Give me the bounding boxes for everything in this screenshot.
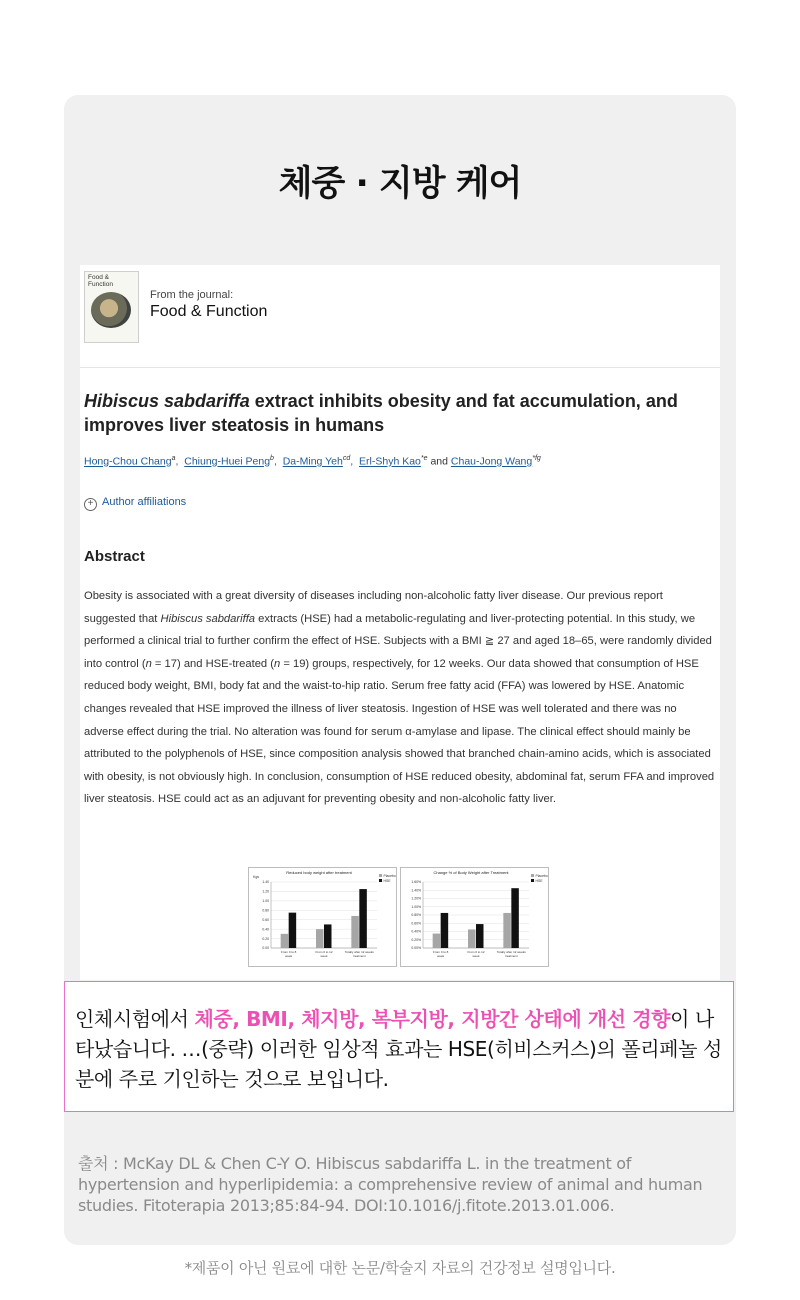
callout-post: 이 나타났습니다. …(중략) 이러한 임상적 효과는 HSE(히비스커스)의 폴리페놀 성분에 주로 기인하는 것으로 보입니다. xyxy=(75,1007,722,1091)
bar-hse xyxy=(511,888,518,948)
bar-placebo xyxy=(503,913,511,948)
x-tick-label: week xyxy=(285,954,293,958)
x-tick-label: treatment xyxy=(504,954,518,958)
y-tick-label: 1.40 xyxy=(262,880,269,885)
x-tick-label: Totally after 12 weeks xyxy=(496,950,526,954)
y-tick-label: 0.40 xyxy=(262,927,269,932)
y-tick-label: 1.60% xyxy=(411,880,421,885)
author-sup: cd xyxy=(342,455,351,462)
legend-swatch xyxy=(531,874,534,877)
affiliations-label: Author affiliations xyxy=(102,496,187,508)
bar-placebo xyxy=(468,929,476,948)
source-citation: 출처 : McKay DL & Chen C-Y O. Hibiscus sabdariffa L. in the treatment of hypertension and hyperlipidemia: a comprehensive review of animal and human studies. Fitoterapia 2013;85:84-94. DOI:10.1016/j.fitote.2013.01.006. xyxy=(78,1154,703,1215)
callout-text xyxy=(75,1004,730,1094)
x-tick-label: treatment xyxy=(352,954,366,958)
legend-label: Placebo xyxy=(383,874,396,878)
chart-change-percent-body-weight xyxy=(400,867,549,967)
author-sup: *e xyxy=(420,455,428,462)
y-axis-label: Kgs xyxy=(253,875,260,879)
x-tick-label: week xyxy=(437,954,445,958)
paper-title xyxy=(84,389,704,437)
bar-placebo xyxy=(433,934,441,948)
abstract-heading: Abstract xyxy=(84,548,145,565)
bar-hse xyxy=(441,913,449,948)
legend-swatch xyxy=(531,879,534,882)
page-title: 체중 · 지방 케어 xyxy=(278,164,522,204)
bar-placebo xyxy=(281,934,289,948)
callout-highlight: 체중, BMI, 체지방, 복부지방, 지방간 상태에 개선 경향 xyxy=(194,1007,671,1031)
bar-hse xyxy=(359,889,367,948)
author-sup: a xyxy=(171,455,176,462)
paper-title-italic: Hibiscus sabdariffa xyxy=(84,391,250,411)
x-tick-label: From 0 to 8 xyxy=(280,950,297,954)
cover-photo xyxy=(91,292,131,328)
y-tick-label: 0.80% xyxy=(411,913,421,918)
legend-swatch xyxy=(379,874,382,877)
legend-label: HSE xyxy=(535,879,543,883)
y-tick-label: 1.20 xyxy=(262,889,269,894)
author-sup: b xyxy=(270,455,274,462)
y-tick-label: 0.60% xyxy=(411,921,421,926)
bar-placebo xyxy=(316,929,324,948)
callout-pre: 인체시험에서 xyxy=(75,1007,195,1031)
x-tick-label: From 0 to 12 xyxy=(315,950,333,954)
author-link[interactable]: Hong-Chou Chang xyxy=(84,455,172,468)
x-tick-label: Totally after 12 weeks xyxy=(344,950,374,954)
x-tick-label: From 0 to 8 xyxy=(432,950,449,954)
y-tick-label: 1.40% xyxy=(411,888,421,893)
author-link[interactable]: Chau-Jong Wang xyxy=(450,455,533,468)
from-journal-label: From the journal: xyxy=(150,289,234,301)
abstract-text: Obesity is associated with a great diversity of diseases including non-alcoholic fatty liver disease. Our previous report suggested that Hibiscus sabdariffa extracts (HSE) had a metabolic-regulating and liver-protecting potential. In this study, we performed a clinical trial to further confirm the effect of HSE. Subjects with a BMI ≧ 27 and aged 18–65, were randomly divided into control (n = 17) and HSE-treated (n = 19) groups, respectively, for 12 weeks. Our data showed that consumption of HSE reduced body weight, BMI, body fat and the waist-to-hip ratio. Serum free fatty acid (FFA) was lowered by HSE. Anatomic changes revealed that HSE improved the illness of liver steatosis. Ingestion of HSE was well tolerated and there was no adverse effect during the trial. No alteration was found for serum α-amylase and lipase. The clinical effect should mainly be attributed to the polyphenols of HSE, since composition analysis showed that branched chain-amino acids, which is associated with obesity, is not obviously high. In conclusion, consumption of HSE reduced obesity, abdominal fat, serum FFA and improved liver steatosis. HSE could act as an adjuvant for preventing obesity and non-alcoholic fatty liver. xyxy=(84,590,715,806)
legend-label: Placebo xyxy=(535,874,548,878)
x-tick-label: week xyxy=(320,954,328,958)
y-tick-label: 0.40% xyxy=(411,929,421,934)
chart-title: Change % of Body Weight after Treatment xyxy=(433,870,509,875)
plus-circle-icon: + xyxy=(84,498,97,511)
journal-cover-title: Food & Function xyxy=(88,274,113,288)
chart-reduced-body-weight xyxy=(248,867,397,967)
y-tick-label: 1.20% xyxy=(411,896,421,901)
journal-name[interactable]: Food & Function xyxy=(150,303,268,320)
disclaimer-footer: *제품이 아닌 원료에 대한 논문/학술지 자료의 건강정보 설명입니다. xyxy=(184,1259,616,1277)
y-tick-label: 0.20% xyxy=(411,937,421,942)
y-tick-label: 1.00% xyxy=(411,904,421,909)
chart-svg xyxy=(401,868,548,966)
author-affiliations-toggle[interactable] xyxy=(84,496,186,511)
author-list: Hong-Chou Chang$^a$, Chiung-Huei Peng$^b$, Da-Ming Yeh$^{cd}$, Erl-Shyh Kao$^{*e}$ and Chau-Jong Wang$^{*fg}$ xyxy=(84,455,541,468)
author-link[interactable]: Erl-Shyh Kao xyxy=(359,455,421,468)
paper-excerpt xyxy=(80,265,720,980)
y-tick-label: 1.00 xyxy=(262,899,269,904)
chart-title: Reduced body weight after treatment xyxy=(286,870,352,875)
y-tick-label: 0.20 xyxy=(262,936,269,941)
y-tick-label: 0.60 xyxy=(262,917,269,922)
paper-title-rest: extract inhibits obesity and fat accumulation, and improves liver steatosis in humans xyxy=(84,391,678,435)
author-link[interactable]: Da-Ming Yeh xyxy=(282,455,343,468)
x-tick-label: From 0 to 12 xyxy=(467,950,485,954)
chart-svg xyxy=(249,868,396,966)
legend-label: HSE xyxy=(383,879,391,883)
legend-swatch xyxy=(379,879,382,882)
y-tick-label: 0.00% xyxy=(411,946,421,951)
bar-placebo xyxy=(351,916,359,948)
authors-and: and xyxy=(430,455,448,468)
y-tick-label: 0.00 xyxy=(262,946,269,951)
y-tick-label: 0.80 xyxy=(262,908,269,913)
journal-cover xyxy=(84,271,139,343)
journal-header xyxy=(80,265,720,368)
x-tick-label: week xyxy=(472,954,480,958)
author-sup: *fg xyxy=(532,455,541,462)
summary-callout xyxy=(64,981,734,1112)
author-link[interactable]: Chiung-Huei Peng xyxy=(184,455,271,468)
bar-hse xyxy=(476,924,484,948)
bar-hse xyxy=(324,924,332,948)
bar-hse xyxy=(289,913,297,948)
